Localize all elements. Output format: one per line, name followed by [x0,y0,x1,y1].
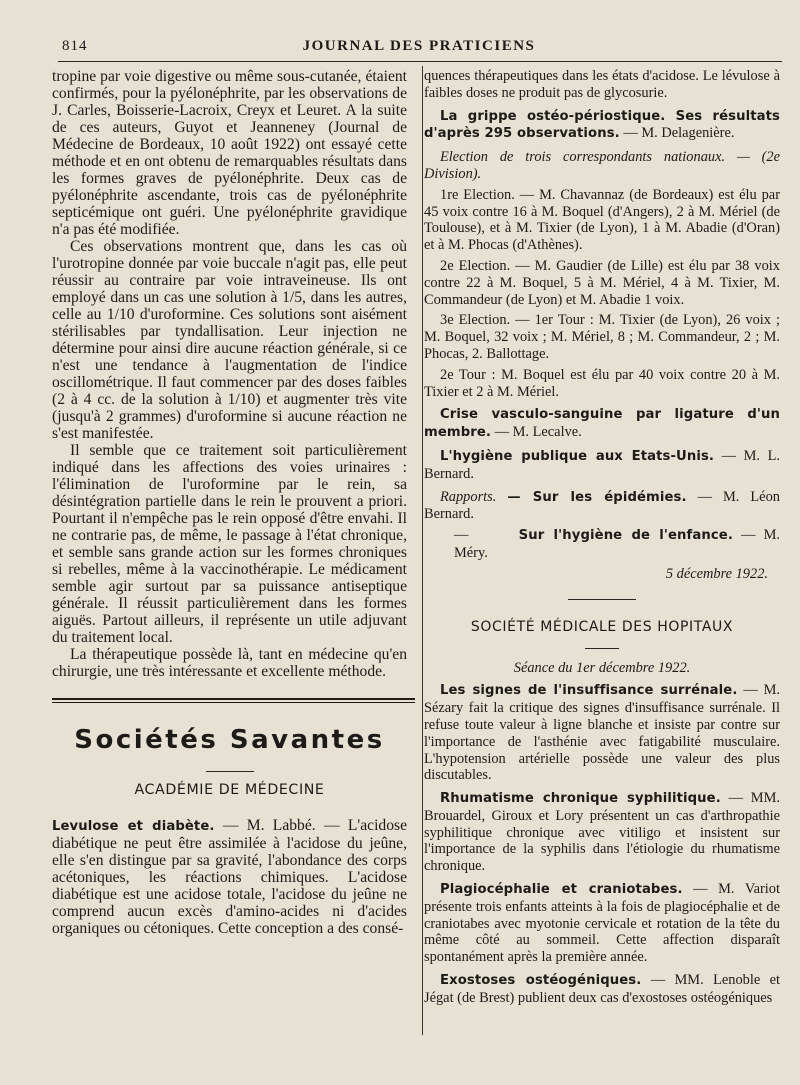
society-heading: SOCIÉTÉ MÉDICALE DES HOPITAUX [470,618,734,635]
page-number: 814 [62,38,88,54]
entry-title: La grippe ostéo-périostique. Ses résultats d'après 295 observations. [424,108,780,142]
short-rule [206,771,254,772]
entry-title: Crise vasculo-sanguine par ligature d'un membre. [424,407,780,441]
entry-title: Sur l'hygiène de l'enfance. [518,528,733,544]
entry-author: — M. Lecalve. [494,424,582,441]
entry-hygiene-publique [424,448,780,483]
entry-title: Les signes de l'insuffisance surrénale. [440,683,738,699]
entry-text: — M. Labbé. — L'acidose diabétique ne peut être assimilée à l'acidose du jeûne, elle s'en distingue par sa gravité, l'abondance des corps acétoniques, les réactions chimiques. L'acidose diabétique est une acidose totale, l'acidose du jeûne ne comprend aucun excès d'amino-acides ni d'acides organiques ou cétoniques. Cette conception a des consé- [52,817,407,937]
divider-rule [568,599,636,600]
entry-insuffisance-surrenale [424,682,780,784]
entry-text: — MM. Lenoble et Jégat (de Brest) publient deux cas d'exostoses ostéogéniques [424,972,780,1006]
entry-text: — MM. Brouardel, Giroux et Lory présentent un cas d'arthropathie syphilitique chronique avec vitiligo et insistent sur l'importance de la syphilis dans l'étiologie du rhumatisme chronique. [424,790,780,875]
section-title: Sociétés Savantes [74,725,385,755]
entry-author: — M. Méry. [454,527,780,561]
entry-title: Plagiocéphalie et craniotabes. [440,882,683,898]
paragraph-acidose-continued: quences thérapeutiques dans les états d'acidose. Le lévulose à faibles doses ne produit pas de glycosurie. [424,68,780,101]
election-3-second-round: 2e Tour : M. Boquel est élu par 40 voix contre 20 à M. Tixier et 2 à M. Mériel. [424,366,780,400]
paragraph-urotropine-continued: tropine par voie digestive ou même sous-cutanée, étaient confirmés, pour la pyélonéphrite, par les observations de J. Carles, Boisserie-Lacroix, Creyx et Leuret. A la suite de ces auteurs, Guyot et Jeanneney (Journal de Médecine de Bordeaux, 10 août 1922) ont essayé cette méthode et en ont obtenu de remarquables résultats dans les formes graves de pyélonéphrite. Deux cas de pyélonéphrite ascendante, trois cas de pyélonéphrite septicémique ont guéri. Une pyélonéphrite gravidique n'a pas été modifiée. [52,68,407,238]
entry-title: L'hygiène publique aux Etats-Unis. [440,448,715,464]
entry-title: — Sur les épidémies. [507,489,687,505]
short-rule [585,648,619,649]
session-date: Séance du 1er décembre 1922. [513,659,691,676]
entry-title: Exostoses ostéogéniques. [440,973,642,989]
entry-hygiene-enfance [424,527,780,562]
journal-title: JOURNAL DES PRATICIENS [302,38,536,54]
academy-date: 5 décembre 1922. [665,565,768,582]
entry-rapports [424,489,780,524]
entry-exostoses [424,972,780,1007]
paragraph-observations: Ces observations montrent que, dans les cas où l'urotropine donnée par voie buccale n'agit pas, elle peut réussir au contraire par voie intraveineuse. Ils ont employé dans un cas une solution à 1/5, dans les autres, celle au 1/10 d'uroformine. Ces solutions sont aisément stérilisables par tyndallisation. Leur injection ne détermine pour ainsi dire aucune réaction générale, si ce n'est une tendance à l'augmentation de l'indice oscillométrique. Il faut commencer par des doses faibles (2 à 4 cc. de la solution à 1/10) et augmenter très vite (jusqu'à 2 grammes) d'uroformine si aucune réaction ne s'est manifestée. [52,238,407,442]
entry-dash: — [454,527,469,544]
entry-author: — M. Léon Bernard. [424,488,780,523]
entry-crise [424,406,780,442]
entry-author: — M. L. Bernard. [424,447,781,482]
column-divider [422,66,423,1035]
entry-plagiocephalie [424,881,780,966]
rapports-label: Rapports. [440,488,497,505]
entry-title: Rhumatisme chronique syphilitique. [440,791,721,807]
entry-rhumatisme [424,790,780,875]
right-column [424,68,780,1007]
entry-grippe [424,108,780,144]
election-3: 3e Election. — 1er Tour : M. Tixier (de Lyon), 26 voix ; M. Boquel, 32 voix ; M. Mériel, 8 ; M. Commandeur, 2 ; M. Phocas, 2. Ballottage. [424,312,780,362]
entry-author: — M. Delagenière. [623,125,735,142]
entry-text: — M. Variot présente trois enfants atteints à la fois de plagiocéphalie et de craniotabes avec myotonie cervicale et rotation de la tête du même côté au sommeil. Cette affection disparaît spontanément après la première année. [424,881,780,966]
page-header [62,38,776,62]
paragraph-indications: Il semble que ce traitement soit particulièrement indiqué dans les affections des voies urinaires : l'élimination de l'uroformine par le rein, sa désintégration partielle dans le rein le prouvent a priori. Pourtant il n'empêche pas le rein opposé d'être envahi. Il ne contrarie pas, de même, le passage à l'état chronique, et semble sans grande action sur les formes chroniques si rebelles, même à la vaccinothérapie. Le médicament semble agir surtout par sa puissance antiseptique générale. Il réussit particulièrement dans les formes aiguës. Partout ailleurs, il représente un utile adjuvant du traitement local. [52,442,407,646]
left-column [52,68,407,937]
academy-heading: ACADÉMIE DE MÉDECINE [134,782,325,798]
paragraph-conclusion: La thérapeutique possède là, tant en médecine qu'en chirurgie, une très intéressante et excellente méthode. [52,646,407,680]
entry-text: — M. Sézary fait la critique des signes d'insuffisance surrénale. Il refuse toute valeur à ligne blanche et insiste par contre sur l'importance de l'asthénie avec fatigabilité musculaire. L'hypotension artérielle possède une valeur des plus discutables. [424,682,780,784]
election-heading: Election de trois correspondants nationaux. — (2e Division). [424,149,780,182]
entry-levulose [52,817,407,937]
entry-title: Levulose et diabète. [52,819,215,834]
header-rule [58,61,782,62]
section-divider [52,698,415,703]
election-2: 2e Election. — M. Gaudier (de Lille) est élu par 38 voix contre 22 à M. Boquel, 5 à M. Mériel, 4 à M. Tixier, M. Commandeur (de Lyon) et M. Abadie 1 voix. [424,257,780,308]
election-1: 1re Election. — M. Chavannaz (de Bordeaux) est élu par 45 voix contre 16 à M. Boquel (d'Angers), 2 à M. Mériel (de Toulouse), et à M. Tixier (de Lyon), 1 à M. Abadie (d'Oran) et à M. Phocas (d'Athènes). [424,186,780,254]
